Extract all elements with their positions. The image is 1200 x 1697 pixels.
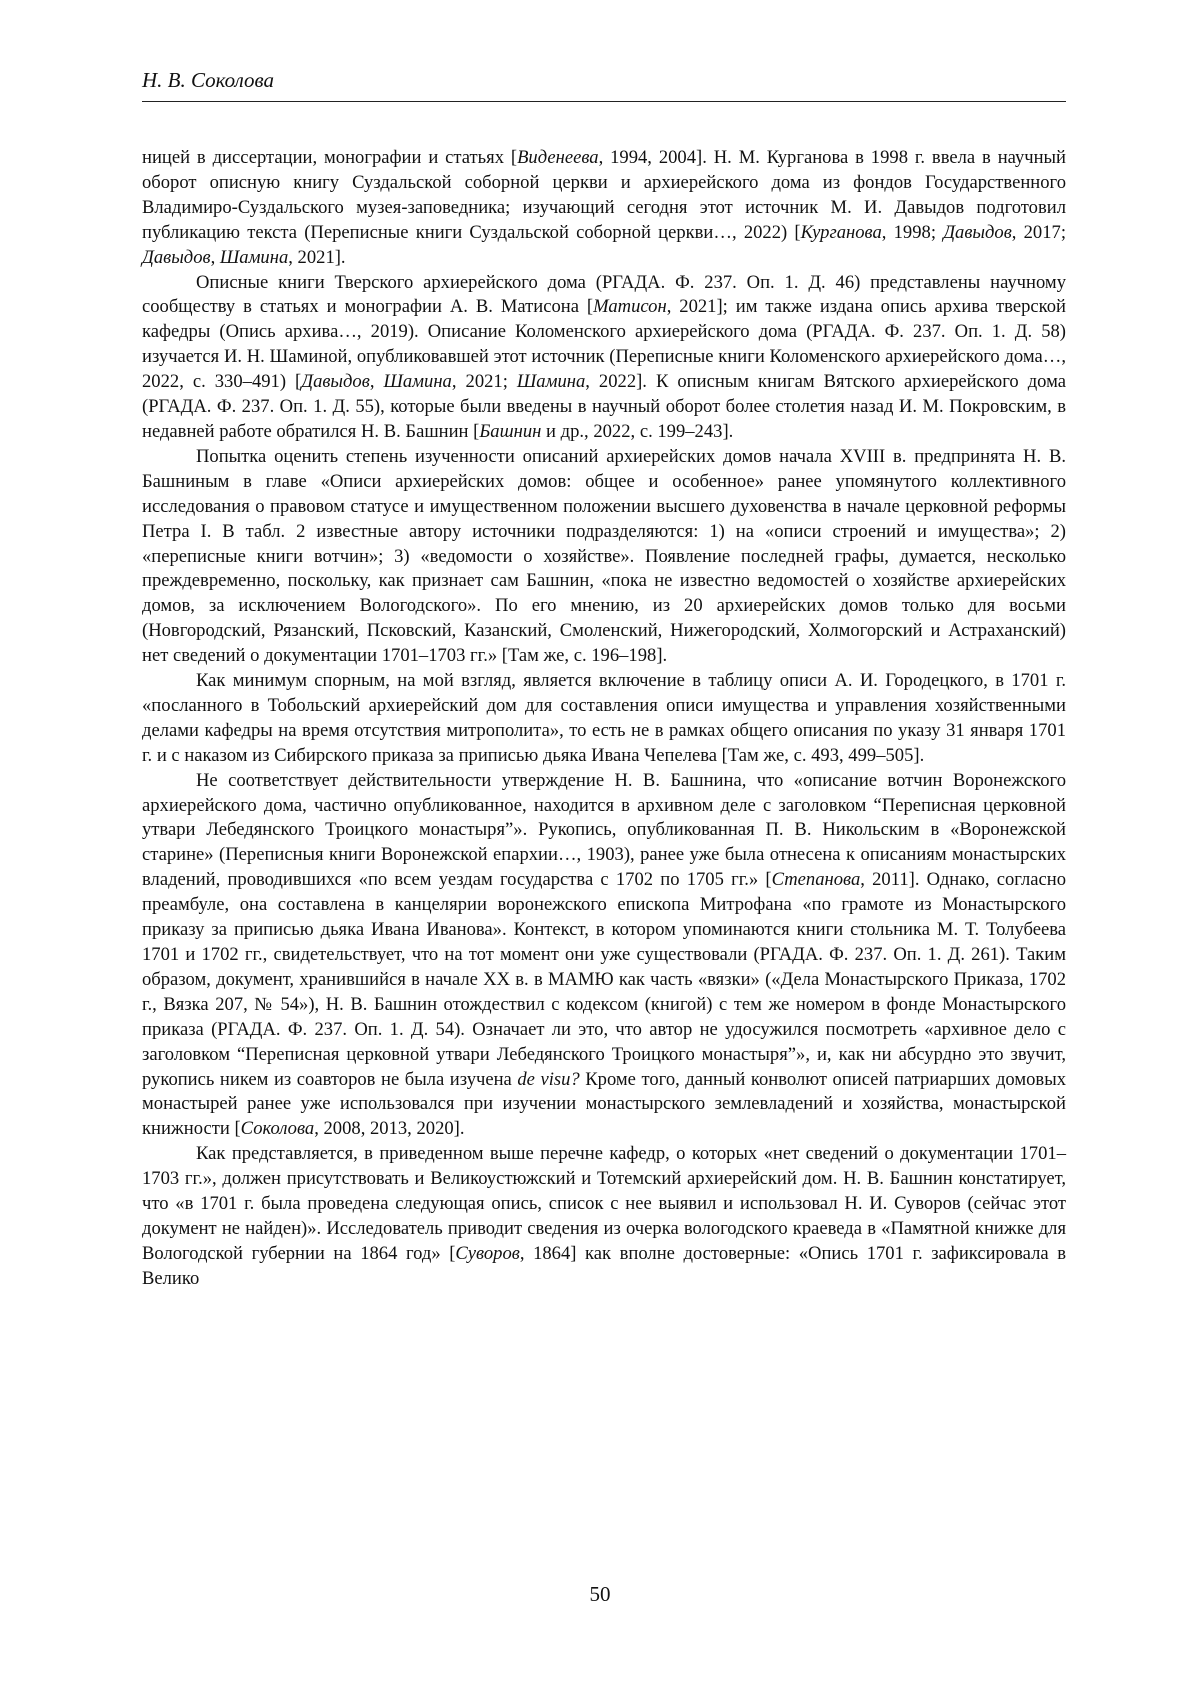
paragraph: [142, 769, 1066, 1143]
italic-citation: de visu?: [517, 1069, 579, 1090]
text-run: , 1998;: [882, 222, 943, 243]
italic-citation: Башнин: [479, 421, 541, 442]
text-run: , 1994, 2004]. Н. М. Курганова в 1998 г. ввела в научный оборот описную книгу Суздальской соборной церкви и архиерейского дома из фондов Государственного Владимиро-Суздальского музея-заповедника; изучающий сегодня этот источник М. И. Давыдов подготовил публикацию текста (Переписные книги Суздальской соборной церкви…, 2022) [: [142, 147, 1066, 243]
document-page: [0, 0, 1200, 1697]
italic-citation: Давыдов: [943, 222, 1012, 243]
text-run: ,: [211, 247, 220, 268]
text-run: , 2021;: [452, 371, 517, 392]
italic-citation: Суворов: [455, 1243, 519, 1264]
text-run: , 2008, 2013, 2020].: [314, 1118, 464, 1139]
italic-citation: Шамина: [517, 371, 585, 392]
paragraph: [142, 1142, 1066, 1291]
italic-citation: Виденеева: [517, 147, 599, 168]
text-run: ницей в диссертации, монографии и статьях [: [142, 147, 517, 168]
text-run: ,: [370, 371, 384, 392]
italic-citation: Давыдов: [142, 247, 211, 268]
paragraph: [142, 445, 1066, 669]
italic-citation: Шамина: [383, 371, 451, 392]
italic-citation: Степанова: [772, 869, 861, 890]
italic-citation: Курганова: [801, 222, 882, 243]
italic-citation: Давыдов: [301, 371, 370, 392]
text-run: Кроме того, данный конволют описей патриарших домовых монастырей ранее уже использо­вался при изучении монастырского землевладений и хозяйства, монастырской книжности [: [142, 1069, 1066, 1140]
paragraph: [142, 669, 1066, 769]
text-run: , 2011]. Однако, согласно преамбуле, она составлена в канцелярии воронежского епископа Митрофана «по грамоте из Монастырского приказу за приписью дьяка Ивана Иванова». Контекст, в котором упоминаются книги стольника М. Т. Толубеева 1701 и 1702 гг., свидетельствует, что на тот момент они уже существовали (РГАДА. Ф. 237. Оп. 1. Д. 261). Таким образом, документ, хранившийся в начале XX в. в МАМЮ как часть «вязки» («Дела Монастырского Приказа, 1702 г., Вязка 207, № 54»), Н. В. Башнин отождествил с кодексом (книгой) с тем же номером в фонде Монастырского при­каза (РГАДА. Ф. 237. Оп. 1. Д. 54). Означает ли это, что автор не удосужился посмотреть «ар­хивное дело с заголовком “Переписная церковной утвари Лебедянского Троицкого монасты­ря”», и, как ни абсурдно это звучит, рукопись никем из соавторов не была изучена: [142, 869, 1066, 1089]
paragraph: [142, 146, 1066, 271]
italic-citation: Со­колова: [241, 1118, 315, 1139]
italic-citation: Шамина: [220, 247, 288, 268]
text-run: , 2021]; им также издана опись архива тверской кафедры (Опись архива…, 2019). Описание Коломенского архи­ерейского дома (РГАДА. Ф. 237. Оп. 1. Д. 58) изучается И. Н. Шаминой, опубликовавшей этот источник (Переписные книги Коломенского архиерейского дома…, 2022, с. 330–491) [: [142, 296, 1066, 392]
paragraph: [142, 271, 1066, 445]
text-run: Как представляется, в приведенном выше перечне кафедр, о которых «нет сведений о до­кументации 1701–1703 гг.», должен присутствовать и Великоустюжский и Тотемский архиерей­ский дом. Н. В. Башнин констатирует, что «в 1701 г. была проведена следующая опись, список с нее выявил и использовал Н. И. Суворов (сейчас этот документ не найден)». Исследователь при­водит сведения из очерка вологодского краеведа в «Памятной книжке для Вологодской губернии на 1864 год» [: [142, 1143, 1066, 1264]
text-run: , 2022]. К описным книгам Вятского архиерейского дома (РГАДА. Ф. 237. Оп. 1. Д. 55), которые были введены в научный оборот более столетия назад И. М. Покровским, в недавней работе обратился Н. В. Башнин [: [142, 371, 1066, 442]
running-header: Н. В. Соколова: [142, 68, 1066, 92]
header-rule: [142, 101, 1066, 102]
page-number: 50: [0, 1582, 1200, 1607]
text-run: Описные книги Тверского архиерейского дома (РГАДА. Ф. 237. Оп. 1. Д. 46) представле­ны научному сообществу в статьях и монографии А. В. Матисона [: [142, 272, 1066, 318]
text-run: , 2017;: [1012, 222, 1066, 243]
italic-citation: Матисон: [593, 296, 667, 317]
text-run: , 2021].: [288, 247, 345, 268]
text-run: Не соответствует действительности утверждение Н. В. Башнина, что «описание вотчин Воронежского архиерейского дома, частично опубликованное, находится в архивном деле с заголовком “Переписная церковной утвари Лебедянского Троицкого монастыря”». Рукопись, опубликованная П. В. Никольским в «Воронежской старине» (Переписныя книги Воронежской епархии…, 1903), ранее уже была отнесена к описаниям монастырских владений, проводив­шихся «по всем уездам государства с 1702 по 1705 гг.» [: [142, 770, 1066, 891]
text-run: , 1864] как вполне достоверные: «Опись 1701 г. зафиксировала в Велико­: [142, 1243, 1066, 1289]
article-body: [142, 146, 1066, 1292]
text-run: Попытка оценить степень изученности описаний архиерейских домов начала XVIII в. предпринята Н. В. Башниным в главе «Описи архиерейских домов: общее и особенное» ранее упомянутого коллективного исследования о правовом статусе и имущественном положении высшего духовенства в начале церковной реформы Петра I. В табл. 2 известные автору источ­ники подразделяются: 1) на «описи строений и имущества»; 2) «переписные книги вотчин»; 3) «ведомости о хозяйстве». Появление последней графы, думается, несколько преждевременно, поскольку, как признает сам Башнин, «пока не известно ведомостей о хозяйстве архиерейских домов, за исключением Вологодского». По его мнению, из 20 архиерейских домов только для восьми (Новгородский, Рязанский, Псковский, Казанский, Смоленский, Нижегородский, Холмо­горский и Астраханский) нет сведений о документации 1701–1703 гг.» [Там же, с. 196–198].: [142, 446, 1066, 666]
text-run: Как минимум спорным, на мой взгляд, является включение в таблицу описи А. И. Городецкого, в 1701 г. «посланного в Тобольский архиерейский дом для составления опи­си имущества и управления хозяйственными делами кафедры на время отсутствия митрополи­та», то есть не в рамках общего описания по указу 31 января 1701 г. и с наказом из Сибирского приказа за приписью дьяка Ивана Чепелева [Там же, с. 493, 499–505].: [142, 670, 1066, 766]
text-run: и др., 2022, с. 199–243].: [541, 421, 733, 442]
